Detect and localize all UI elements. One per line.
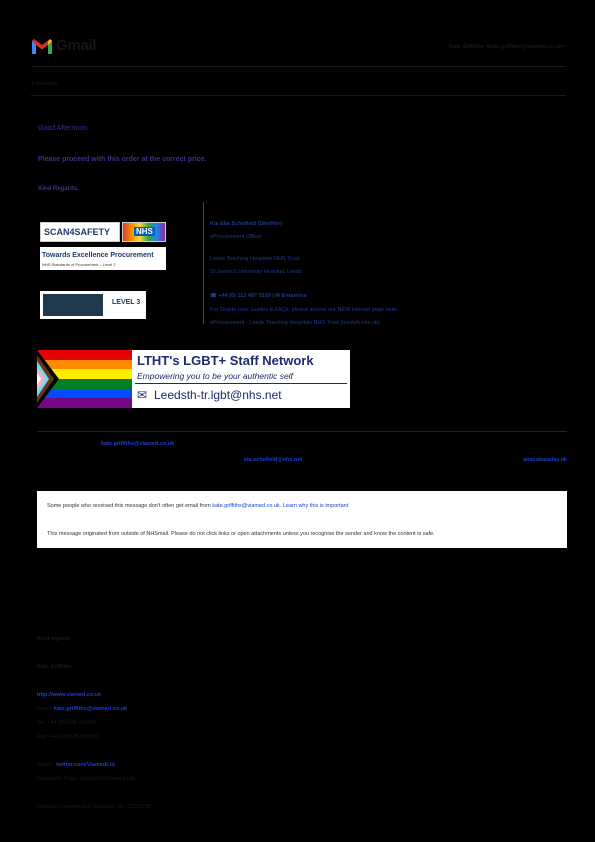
banner-email[interactable]: Leedsth-tr.lgbt@nhs.net <box>154 388 282 402</box>
quoted-to[interactable]: kia.schofield@nhs.net <box>244 457 303 463</box>
footer-tel: Tel: +44 (0)1535 634542 <box>37 720 97 726</box>
banner-subtitle: Empowering you to be your authentic self <box>137 371 293 381</box>
sender-notice <box>37 491 567 521</box>
footer-facebook: Facebook: Page: Search for Viamed Ltd <box>37 776 135 782</box>
footer-email-row <box>37 706 127 712</box>
external-warning-text: This message originated from outside of NHSmail. Please do not click links or open attachments unless you recognise the sender and know the content is safe. <box>47 531 435 537</box>
sender-line: Kate Griffiths <kate.griffiths@viamed.co.uk> <box>448 44 565 50</box>
email-signoff: Kind Regards, <box>38 186 79 192</box>
email-greeting: Good Afternoon, <box>38 125 89 132</box>
scan4safety-logo: SCAN4SAFETY <box>40 222 120 242</box>
quoted-from[interactable]: kate.griffiths@viamed.co.uk <box>101 441 175 447</box>
quoted-date: anacoluesday.uk <box>523 457 567 463</box>
sig-site: St James's University Hospital, Leeds <box>210 269 302 275</box>
notice-email[interactable]: kate.griffiths@viamed.co.uk. <box>212 503 282 509</box>
lgbt-banner <box>37 350 350 408</box>
level3-logo: LEVEL 3 <box>40 291 146 319</box>
footer-website[interactable]: http://www.viamed.co.uk <box>37 692 102 698</box>
footer-twitter-label: Twitter: <box>37 762 55 768</box>
nhs-rainbow-logo: NHS <box>122 222 166 242</box>
mail-icon: ✉ <box>137 388 148 402</box>
footer-twitter[interactable]: twitter.com/ViamedLtd <box>56 762 115 768</box>
external-warning <box>37 521 567 548</box>
footer-signoff: Kind regards <box>37 636 71 642</box>
thread-divider <box>31 95 566 96</box>
quoted-divider <box>37 431 567 432</box>
gmail-m-icon <box>31 37 53 55</box>
banner-rule <box>135 383 347 384</box>
sig-org: Leeds Teaching Hospitals NHS Trust <box>210 256 300 262</box>
sig-guide-link[interactable]: eProcurement - Leeds Teaching Hospitals NHS Trust (leedsth.nhs.uk) <box>210 320 380 326</box>
logo-dark-block <box>43 294 103 316</box>
gmail-wordmark: Gmail <box>56 37 97 54</box>
footer-email-label: Email: <box>37 706 53 712</box>
towards-excellence-logo: Towards Excellence Procurement NHS Standards of Procurement – Level 2 <box>40 247 166 270</box>
notice-text: Some people who received this message don't often get email from <box>47 503 213 509</box>
sig-phone[interactable]: ☎ +44 (0) 113 487 0169 | ✉ Enquiries <box>210 293 307 299</box>
footer-email[interactable]: kate.griffiths@viamed.co.uk <box>53 706 128 712</box>
email-body: Please proceed with this order at the correct price. <box>38 156 207 163</box>
banner-title: LTHT's LGBT+ Staff Network <box>137 353 314 368</box>
footer-name: Kate Griffiths <box>37 664 72 670</box>
message-count: 1 message <box>31 81 58 87</box>
footer-twitter-row <box>37 762 115 768</box>
gmail-logo <box>31 37 97 60</box>
footer-company: Company registered in England, No. 01125735. <box>37 804 153 810</box>
footer-fax: Fax: +44 (0)1535 635582 <box>37 734 99 740</box>
sig-role: eProcurement Officer <box>210 234 263 240</box>
signature-divider <box>203 202 204 324</box>
sig-name: Kia Elia Schofield (She/Her) <box>210 221 283 227</box>
learn-why-link[interactable]: Learn why this is important <box>282 503 349 509</box>
sig-guide-line: For Oracle User Guides & FAQs, please access our NEW internet page here: <box>210 307 398 313</box>
header-divider <box>31 66 566 67</box>
progress-pride-flag-icon <box>37 350 132 408</box>
